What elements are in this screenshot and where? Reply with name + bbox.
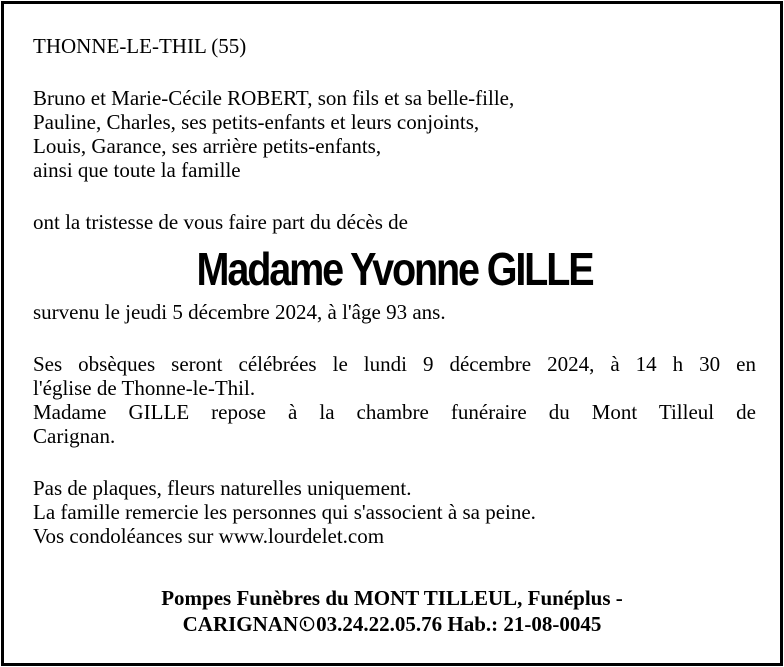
funeral-block [33, 352, 756, 448]
funeral-home-footer [4, 585, 780, 637]
closing-line: La famille remercie les personnes qui s'associent à sa peine. [33, 500, 536, 524]
family-line: ainsi que toute la famille [33, 158, 241, 182]
funeral-home-phone: 03.24.22.05.76 Hab.: 21-08-0045 [316, 612, 602, 636]
notice-body [33, 34, 756, 548]
family-line: Louis, Garance, ses arrière petits-enfants, [33, 134, 382, 158]
closing-line: Pas de plaques, fleurs naturelles uniquement. [33, 476, 412, 500]
funeral-line: Madame GILLE repose à la chambre funéraire du Mont Tilleul de [33, 400, 756, 424]
family-block [33, 86, 756, 182]
funeral-line: l'église de Thonne-le-Thil. [33, 376, 256, 400]
family-line: Bruno et Marie-Cécile ROBERT, son fils et sa belle-fille, [33, 86, 515, 110]
closing-line: Vos condoléances sur www.lourdelet.com [33, 524, 385, 548]
closing-block [33, 476, 756, 548]
deceased-name: Madame Yvonne GILLE [196, 243, 593, 295]
funeral-home-contact [4, 611, 780, 637]
phone-icon [299, 612, 315, 628]
funeral-line: Ses obsèques seront célébrées le lundi 9 décembre 2024, à 14 h 30 en [33, 352, 756, 376]
obituary-notice [1, 1, 783, 666]
funeral-line: Carignan. [33, 424, 116, 448]
location-line: THONNE-LE-THIL (55) [33, 34, 247, 58]
family-line: Pauline, Charles, ses petits-enfants et leurs conjoints, [33, 110, 480, 134]
death-info-line: survenu le jeudi 5 décembre 2024, à l'âge 93 ans. [33, 300, 446, 324]
funeral-home-city: CARIGNAN [182, 612, 299, 636]
announcement-line: ont la tristesse de vous faire part du décès de [33, 210, 408, 234]
funeral-home-name: Pompes Funèbres du MONT TILLEUL, Funéplus - [161, 586, 623, 610]
